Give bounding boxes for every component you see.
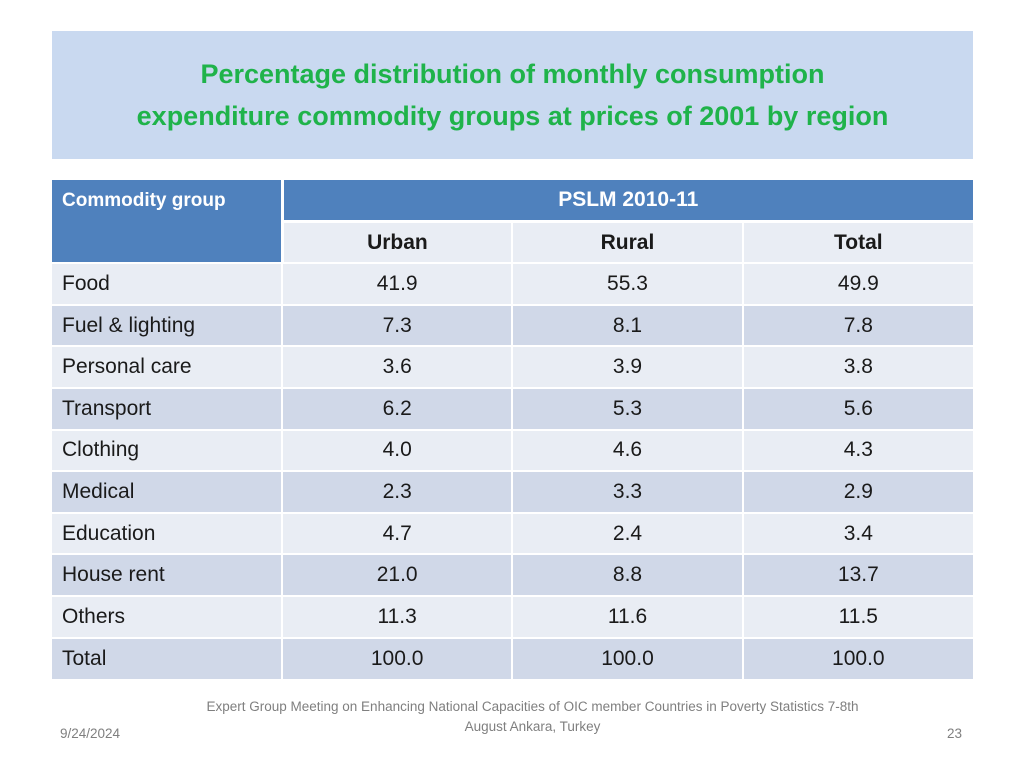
- footer-date: 9/24/2024: [60, 726, 121, 741]
- table-body: [52, 263, 973, 679]
- footer-event-line-2: August Ankara, Turkey: [464, 719, 601, 734]
- value-cell-urban: 2.3: [282, 471, 512, 513]
- value-cell-total: 5.6: [743, 388, 973, 430]
- value-cell-urban: 6.2: [282, 388, 512, 430]
- value-cell-urban: 11.3: [282, 596, 512, 638]
- table-row: [52, 263, 973, 305]
- value-cell-rural: 8.1: [512, 305, 742, 347]
- page-number: 23: [946, 726, 962, 741]
- value-cell-total: 3.8: [743, 346, 973, 388]
- commodity-group-header: Commodity group: [52, 180, 282, 263]
- column-header-urban: Urban: [282, 222, 512, 264]
- value-cell-total: 4.3: [743, 430, 973, 472]
- table-row: [52, 638, 973, 680]
- commodity-label: Food: [52, 263, 282, 305]
- value-cell-urban: 4.7: [282, 513, 512, 555]
- column-header-total: Total: [743, 222, 973, 264]
- value-cell-urban: 7.3: [282, 305, 512, 347]
- value-cell-rural: 8.8: [512, 554, 742, 596]
- value-cell-total: 13.7: [743, 554, 973, 596]
- table-row: [52, 513, 973, 555]
- value-cell-rural: 11.6: [512, 596, 742, 638]
- pslm-survey-header: PSLM 2010-11: [282, 180, 973, 222]
- value-cell-urban: 21.0: [282, 554, 512, 596]
- commodity-label: Personal care: [52, 346, 282, 388]
- value-cell-rural: 3.3: [512, 471, 742, 513]
- value-cell-total: 11.5: [743, 596, 973, 638]
- table-row: [52, 388, 973, 430]
- value-cell-rural: 4.6: [512, 430, 742, 472]
- commodity-label: Education: [52, 513, 282, 555]
- expenditure-table: [52, 180, 973, 679]
- commodity-label: Medical: [52, 471, 282, 513]
- value-cell-total: 49.9: [743, 263, 973, 305]
- commodity-label: House rent: [52, 554, 282, 596]
- value-cell-rural: 5.3: [512, 388, 742, 430]
- column-header-rural: Rural: [512, 222, 742, 264]
- value-cell-urban: 4.0: [282, 430, 512, 472]
- value-cell-total: 100.0: [743, 638, 973, 680]
- value-cell-urban: 100.0: [282, 638, 512, 680]
- slide-title-line-1: Percentage distribution of monthly consumption: [200, 59, 825, 89]
- value-cell-rural: 3.9: [512, 346, 742, 388]
- value-cell-total: 7.8: [743, 305, 973, 347]
- commodity-label: Total: [52, 638, 282, 680]
- table-row: [52, 305, 973, 347]
- slide-title: [137, 53, 889, 137]
- value-cell-urban: 3.6: [282, 346, 512, 388]
- value-cell-urban: 41.9: [282, 263, 512, 305]
- table-row: [52, 554, 973, 596]
- value-cell-rural: 2.4: [512, 513, 742, 555]
- value-cell-total: 3.4: [743, 513, 973, 555]
- footer-event-line-1: Expert Group Meeting on Enhancing National Capacities of OIC member Countries in Poverty Statistics 7-8th: [206, 699, 859, 714]
- table-row: [52, 346, 973, 388]
- value-cell-rural: 55.3: [512, 263, 742, 305]
- table-row: [52, 430, 973, 472]
- commodity-label: Fuel & lighting: [52, 305, 282, 347]
- table-row: [52, 471, 973, 513]
- slide-title-line-2: expenditure commodity groups at prices of 2001 by region: [136, 101, 889, 131]
- value-cell-rural: 100.0: [512, 638, 742, 680]
- table-row: [52, 596, 973, 638]
- commodity-label: Clothing: [52, 430, 282, 472]
- title-banner: [52, 31, 973, 159]
- footer-event-text: [155, 697, 910, 737]
- commodity-label: Transport: [52, 388, 282, 430]
- commodity-label: Others: [52, 596, 282, 638]
- value-cell-total: 2.9: [743, 471, 973, 513]
